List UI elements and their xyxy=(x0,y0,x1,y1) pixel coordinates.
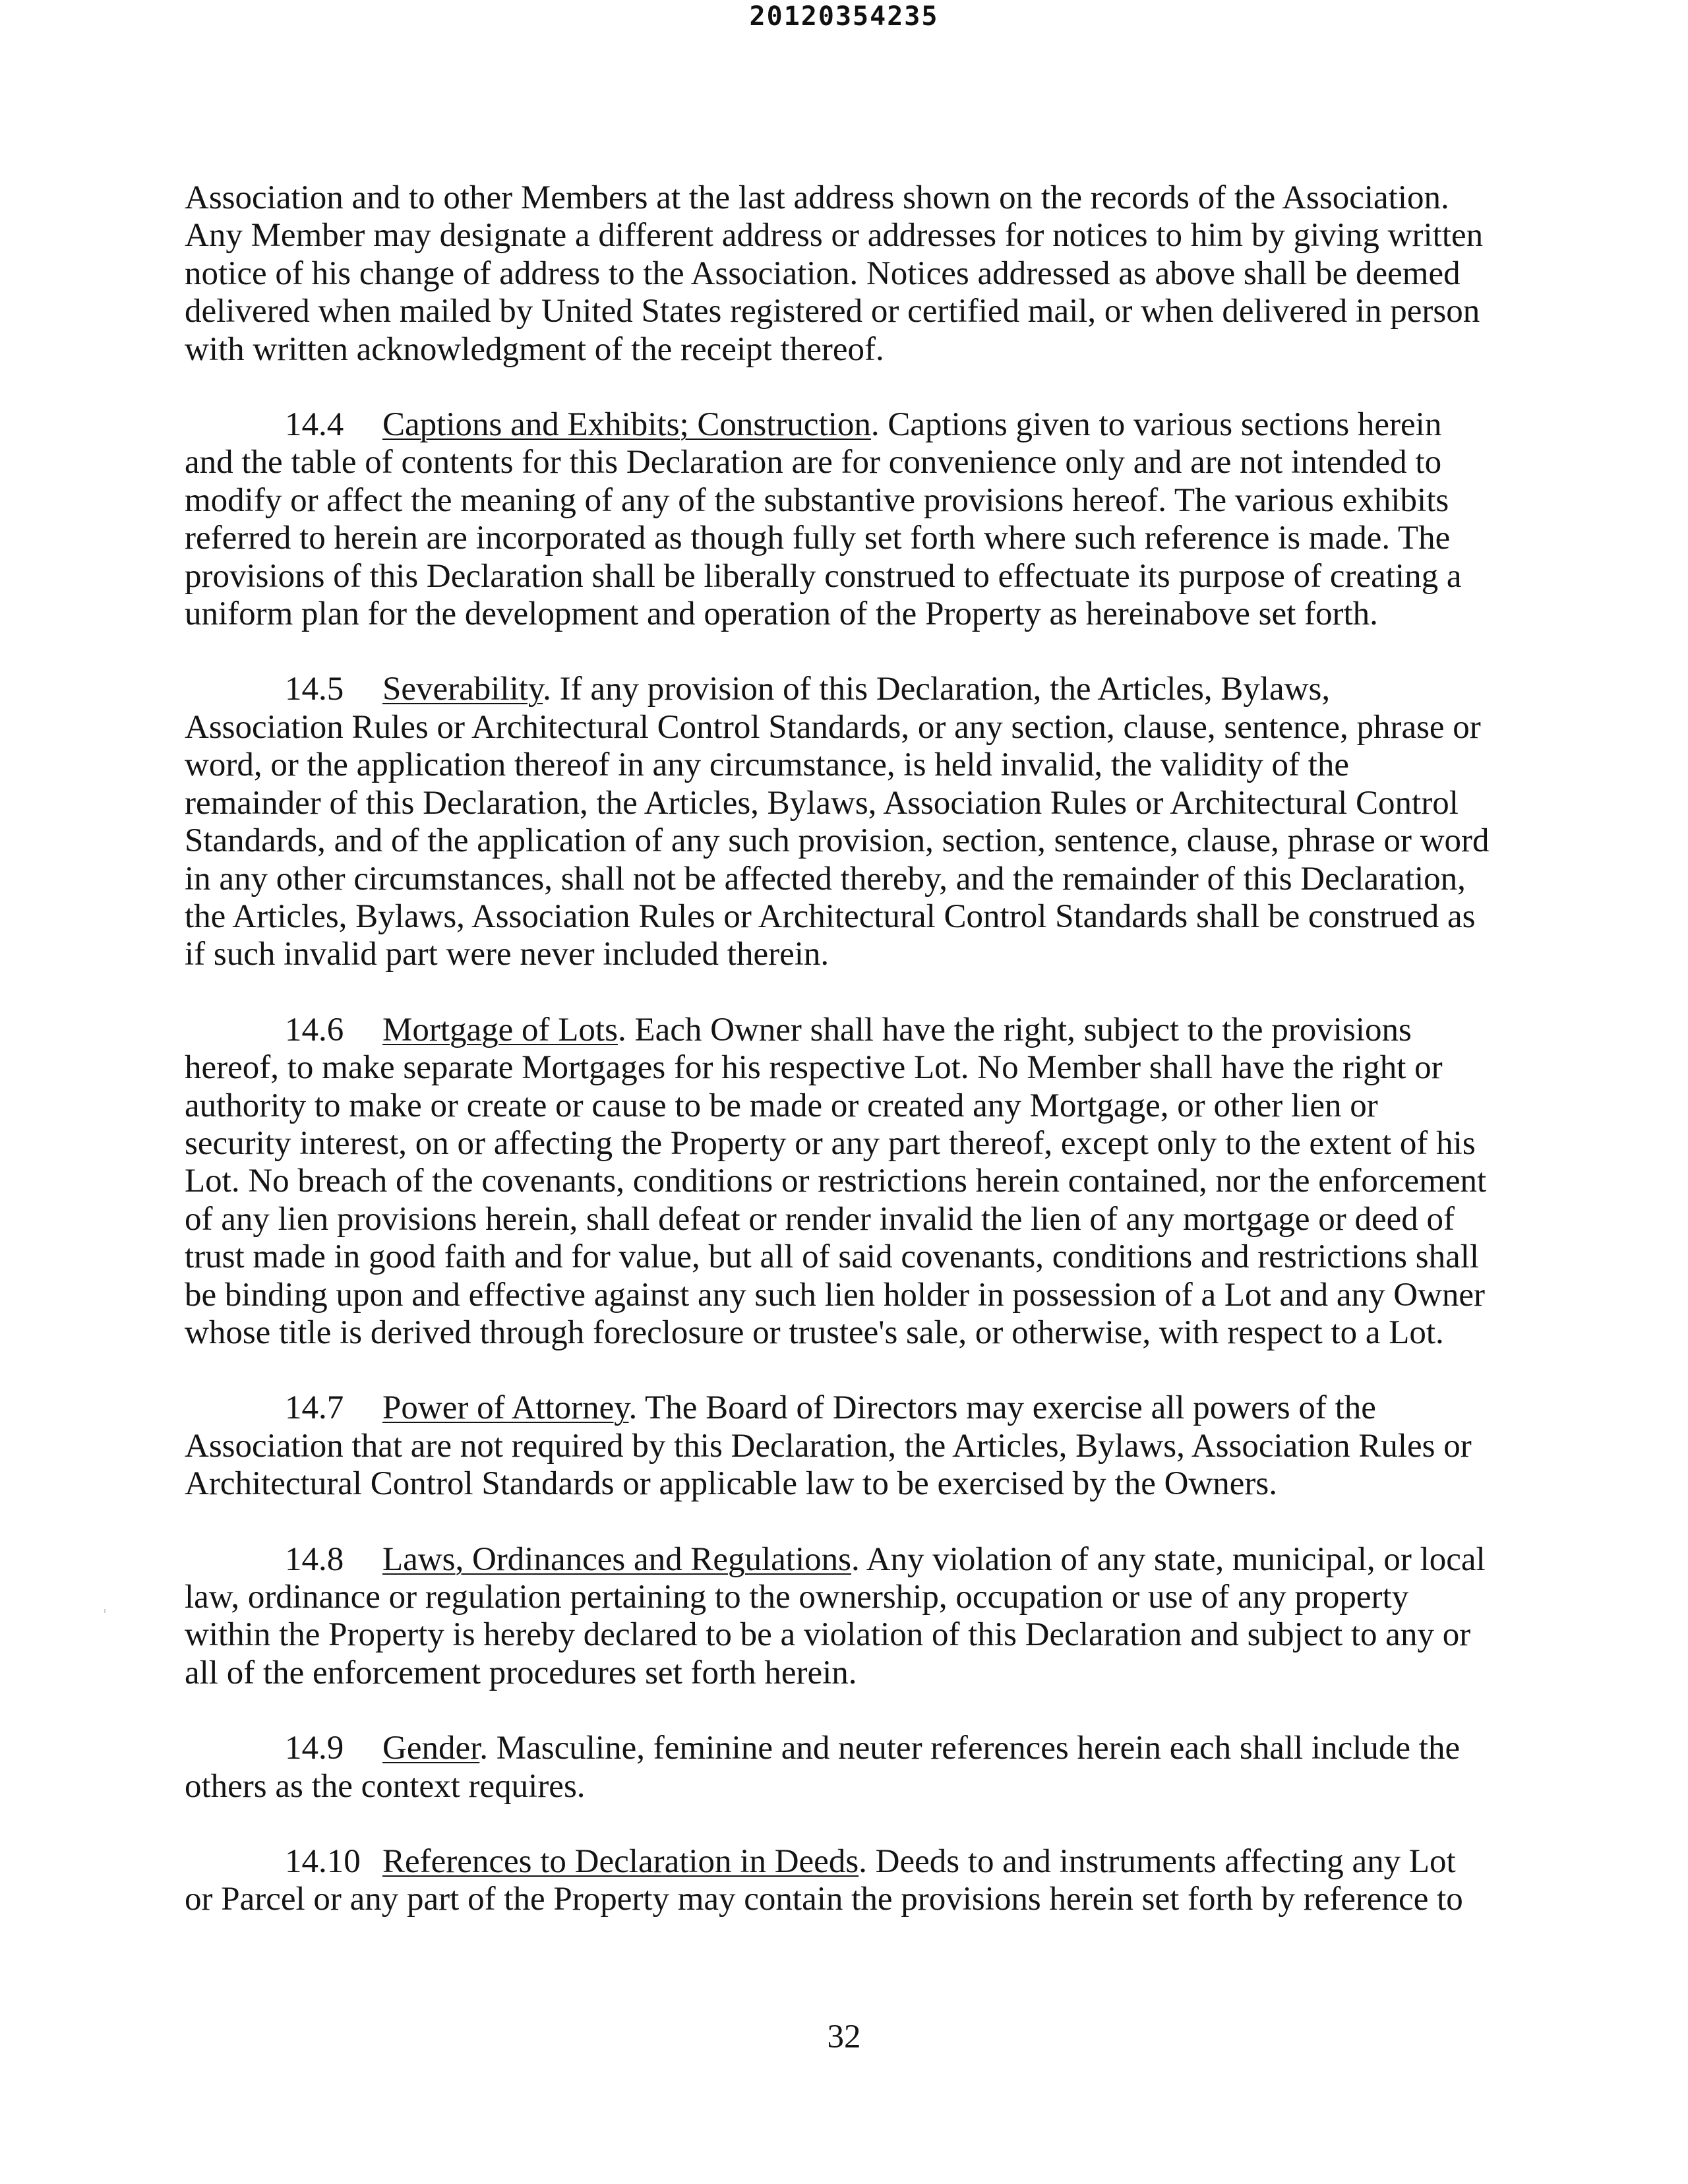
page-number: 32 xyxy=(827,2018,861,2055)
section-14-9 xyxy=(185,1730,1490,1805)
section-title: Mortgage of Lots xyxy=(382,1011,618,1048)
paragraph-continued xyxy=(185,179,1490,369)
section-14-4 xyxy=(185,406,1490,633)
section-number: 14.9 xyxy=(285,1730,344,1767)
section-title: Gender xyxy=(382,1730,480,1767)
section-text: . If any provision of this Declaration, the Articles, Bylaws, Association Rules or Architectural Control Standards, or any section, clause, sentence, phrase or word, or the application thereof in any circumstance, is held invalid, the validity of the remainder of this Declaration, the Articles, Bylaws, Association Rules or Architectural Control Standards, and of the application of any such provision, section, sentence, clause, phrase or word in any other circumstances, shall not be affected thereby, and the remainder of this Declaration, the Articles, Bylaws, Association Rules or Architectural Control Standards shall be construed as if such invalid part were never included therein. xyxy=(185,671,1490,973)
section-text: . Captions given to various sections herein and the table of contents for this Declaration are for convenience only and are not intended to modify or affect the meaning of any of the substantive provisions hereof. The various exhibits referred to herein are incorporated as though fully set forth where such reference is made. The provisions of this Declaration shall be liberally construed to effectuate its purpose of creating a uniform plan for the development and operation of the Property as hereinabove set forth. xyxy=(185,406,1462,633)
section-title: References to Declaration in Deeds xyxy=(382,1843,859,1881)
section-text: . Any violation of any state, municipal, or local law, ordinance or regulation pertaining to the ownership, occupation or use of any property within the Property is hereby declared to be a violation of this Declaration and subject to any or all of the enforcement procedures set forth herein. xyxy=(185,1540,1486,1691)
section-14-10 xyxy=(185,1843,1490,1919)
section-text: . Each Owner shall have the right, subject to the provisions hereof, to make separate Mortgages for his respective Lot. No Member shall have the right or authority to make or create or cause to be made or created any Mortgage, or other lien or security interest, on or affecting the Property or any part thereof, except only to the extent of his Lot. No breach of the covenants, conditions or restrictions herein contained, nor the enforcement of any lien provisions herein, shall defeat or render invalid the lien of any mortgage or deed of trust made in good faith and for value, but all of said covenants, conditions and restrictions shall be binding upon and effective against any such lien holder in possession of a Lot and any Owner whose title is derived through foreclosure or trustee's sale, or otherwise, with respect to a Lot. xyxy=(185,1011,1487,1351)
section-title: Laws, Ordinances and Regulations xyxy=(382,1540,851,1578)
section-number: 14.10 xyxy=(285,1843,361,1881)
scan-margin-mark xyxy=(104,1609,106,1613)
section-number: 14.8 xyxy=(285,1540,344,1578)
document-number: 20120354235 xyxy=(749,1,939,32)
section-14-8 xyxy=(185,1541,1490,1693)
section-text: . The Board of Directors may exercise all powers of the Association that are not required by this Declaration, the Articles, Bylaws, Association Rules or Architectural Control Standards or applicable law to be exercised by the Owners. xyxy=(185,1389,1472,1503)
section-14-6 xyxy=(185,1012,1490,1352)
section-title: Power of Attorney xyxy=(382,1389,629,1427)
section-text: . Masculine, feminine and neuter references herein each shall include the others as the context requires. xyxy=(185,1730,1461,1805)
section-14-5 xyxy=(185,671,1490,973)
paragraph-text: Association and to other Members at the last address shown on the records of the Association. Any Member may designate a different address or addresses for notices to him by giving written notice of his change of address to the Association. Notices addressed as above shall be deemed delivered when mailed by United States registered or certified mail, or when delivered in person with written acknowledgment of the receipt thereof. xyxy=(185,179,1484,368)
section-number: 14.5 xyxy=(285,671,344,708)
section-14-7 xyxy=(185,1389,1490,1503)
section-title: Severability xyxy=(382,671,543,708)
section-number: 14.4 xyxy=(285,406,344,444)
section-title: Captions and Exhibits; Construction xyxy=(382,406,871,444)
section-text: . Deeds to and instruments affecting any Lot or Parcel or any part of the Property may contain the provisions herein set forth by reference to xyxy=(185,1843,1463,1918)
document-body xyxy=(185,179,1490,1957)
section-number: 14.7 xyxy=(285,1389,344,1427)
section-number: 14.6 xyxy=(285,1011,344,1048)
